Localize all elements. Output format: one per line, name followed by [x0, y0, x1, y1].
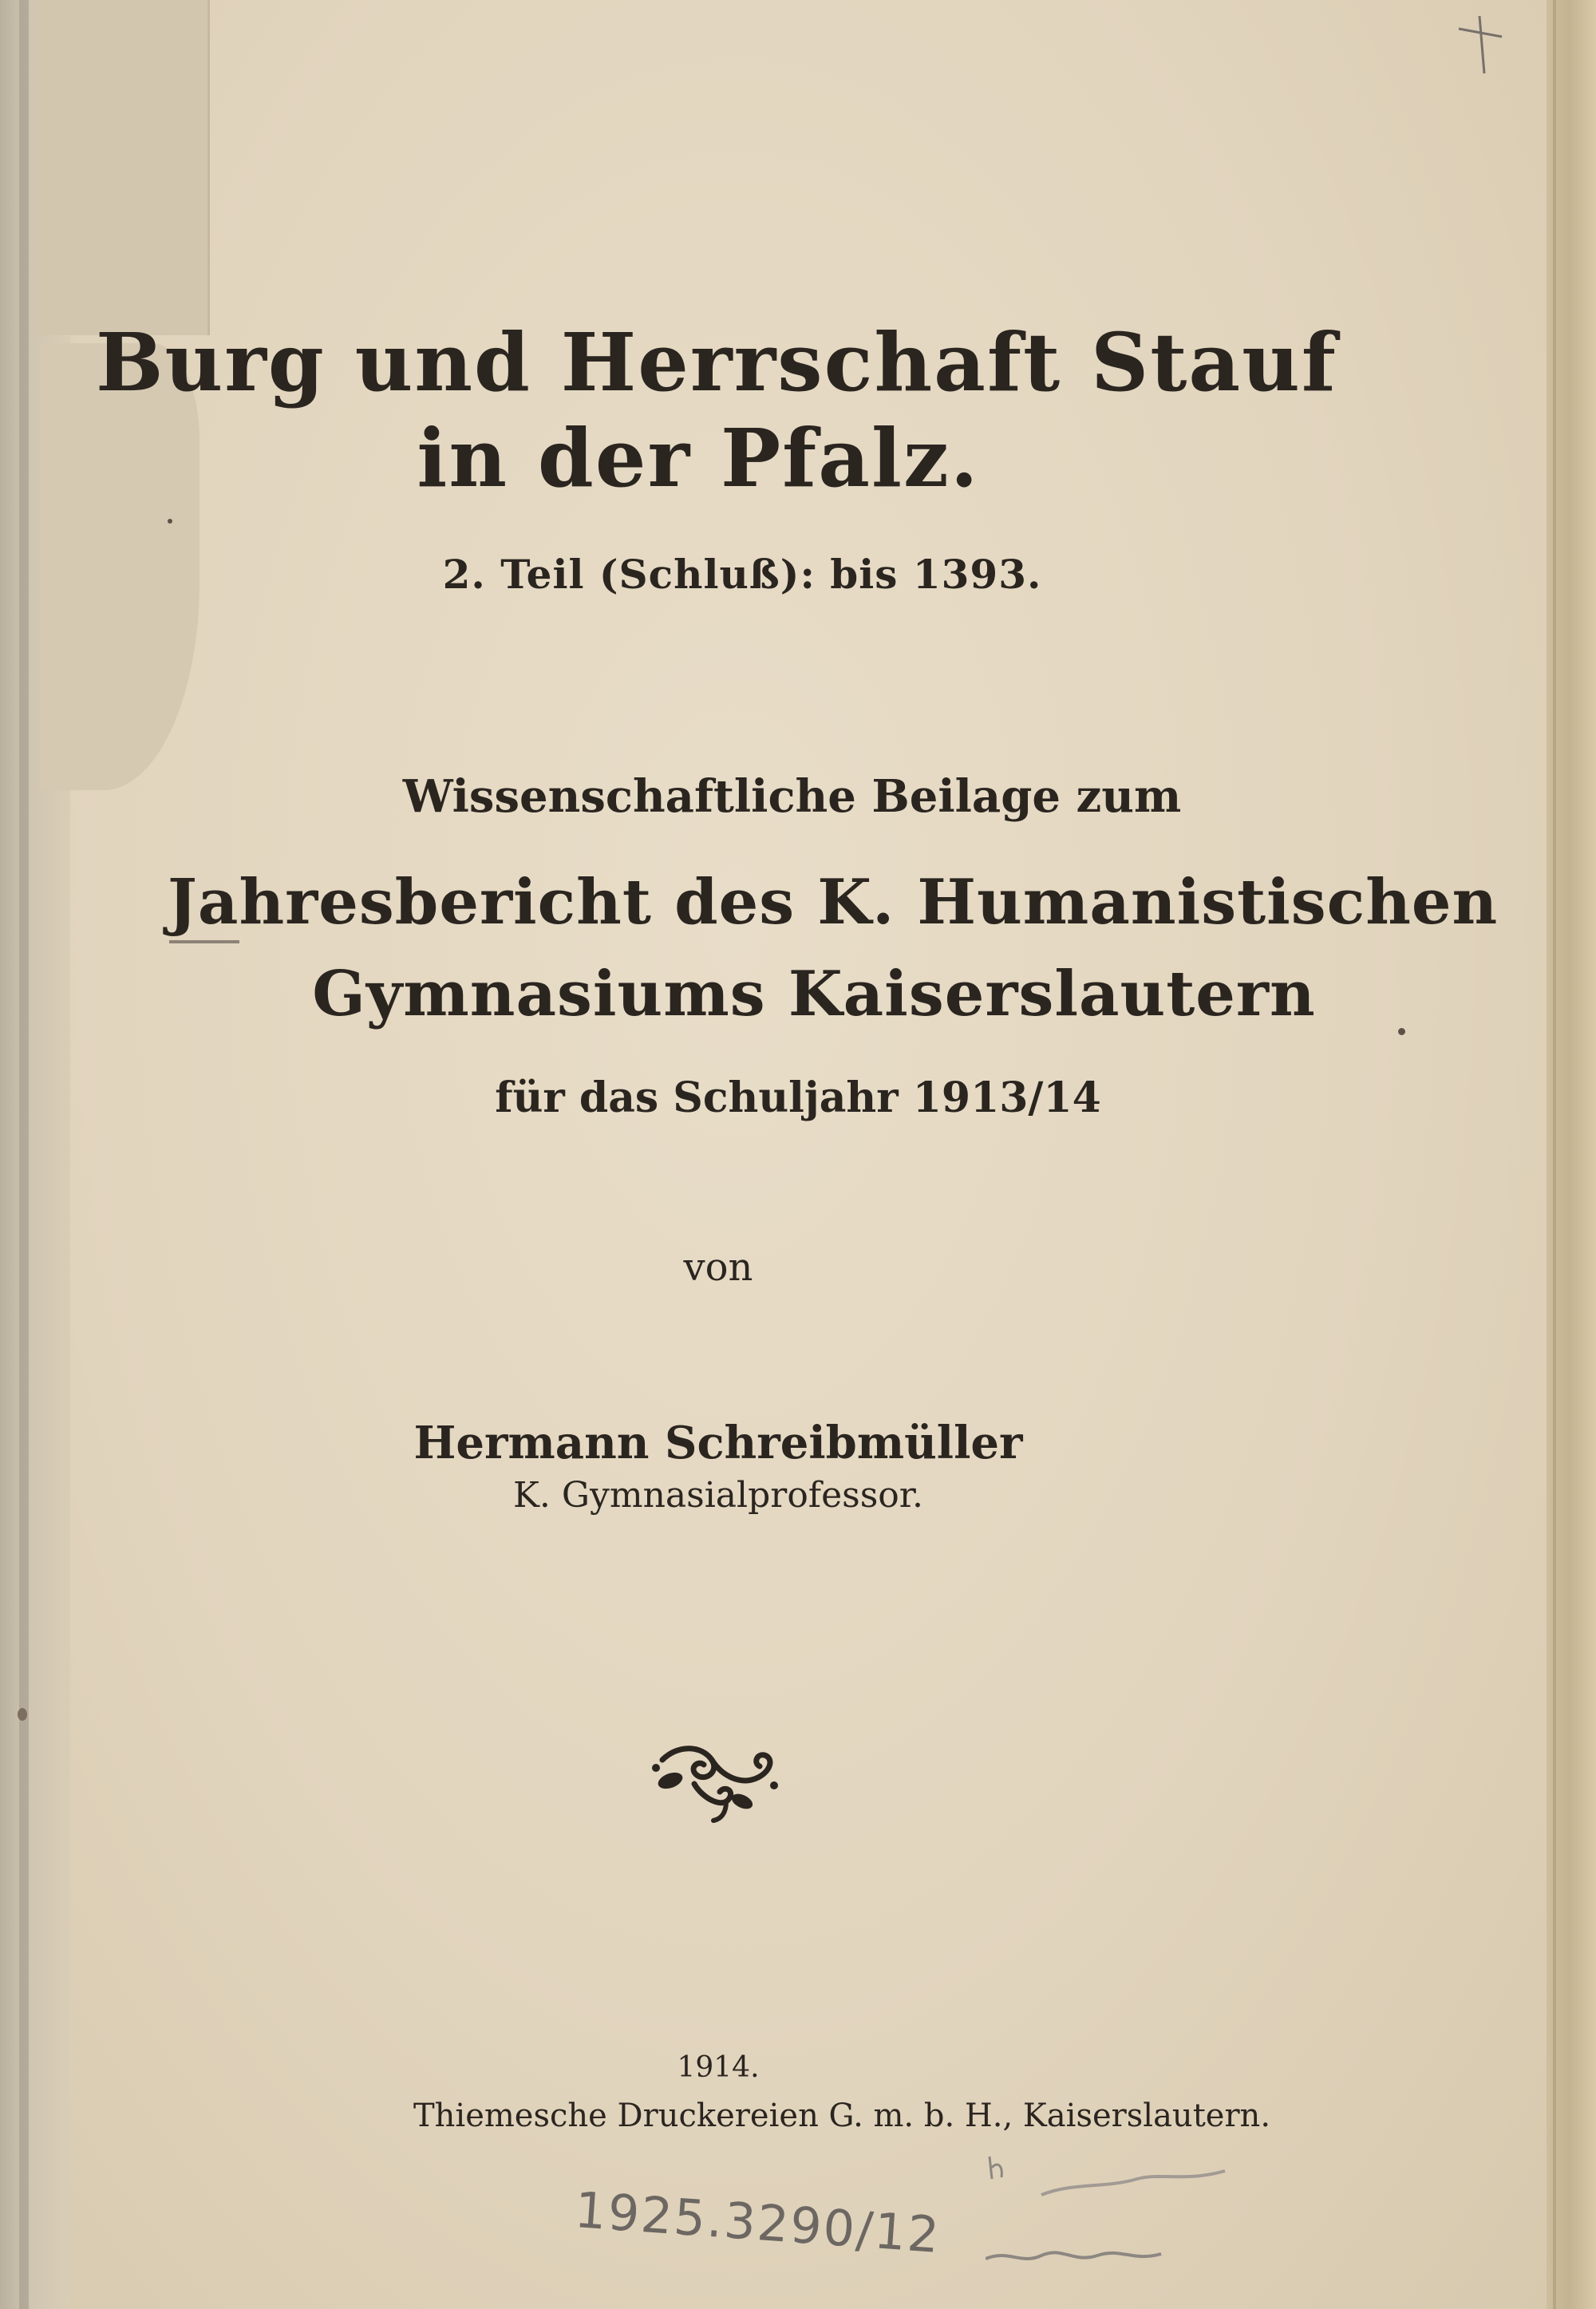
paper-tear-upper — [36, 0, 210, 335]
imprint-year: 1914. — [677, 2051, 760, 2084]
paper-speck — [1398, 1028, 1405, 1035]
part-subtitle: 2. Teil (Schluß): bis 1393. — [442, 551, 1042, 598]
author-name: Hermann Schreibmüller — [413, 1417, 1023, 1469]
handwritten-shelfmark: 1925.3290/12 — [573, 2181, 943, 2264]
paper-speck — [168, 519, 172, 524]
title-line-2: in der Pfalz. — [417, 411, 980, 505]
pencil-cross-mark — [1452, 14, 1508, 78]
imprint-printer: Thiemesche Druckereien G. m. b. H., Kaiserslautern. — [413, 2097, 1271, 2134]
author-role: K. Gymnasialprofessor. — [513, 1475, 923, 1516]
report-title-line-2: Gymnasiums Kaiserslautern — [312, 958, 1316, 1030]
binding-strip — [19, 0, 29, 2309]
pencil-underline — [169, 940, 239, 943]
pencil-scribble — [986, 2147, 1233, 2291]
paper-speck — [18, 1708, 27, 1721]
report-title-line-1: Jahresbericht des K. Humanistischen — [168, 866, 1499, 939]
school-year: für das Schuljahr 1913/14 — [495, 1073, 1101, 1122]
supplement-label: Wissenschaftliche Beilage zum — [402, 770, 1182, 823]
by-label: von — [683, 1245, 753, 1290]
right-page-edge — [1553, 0, 1556, 2309]
printers-ornament — [646, 1736, 782, 1824]
title-line-1: Burg und Herrschaft Stauf — [96, 315, 1337, 409]
